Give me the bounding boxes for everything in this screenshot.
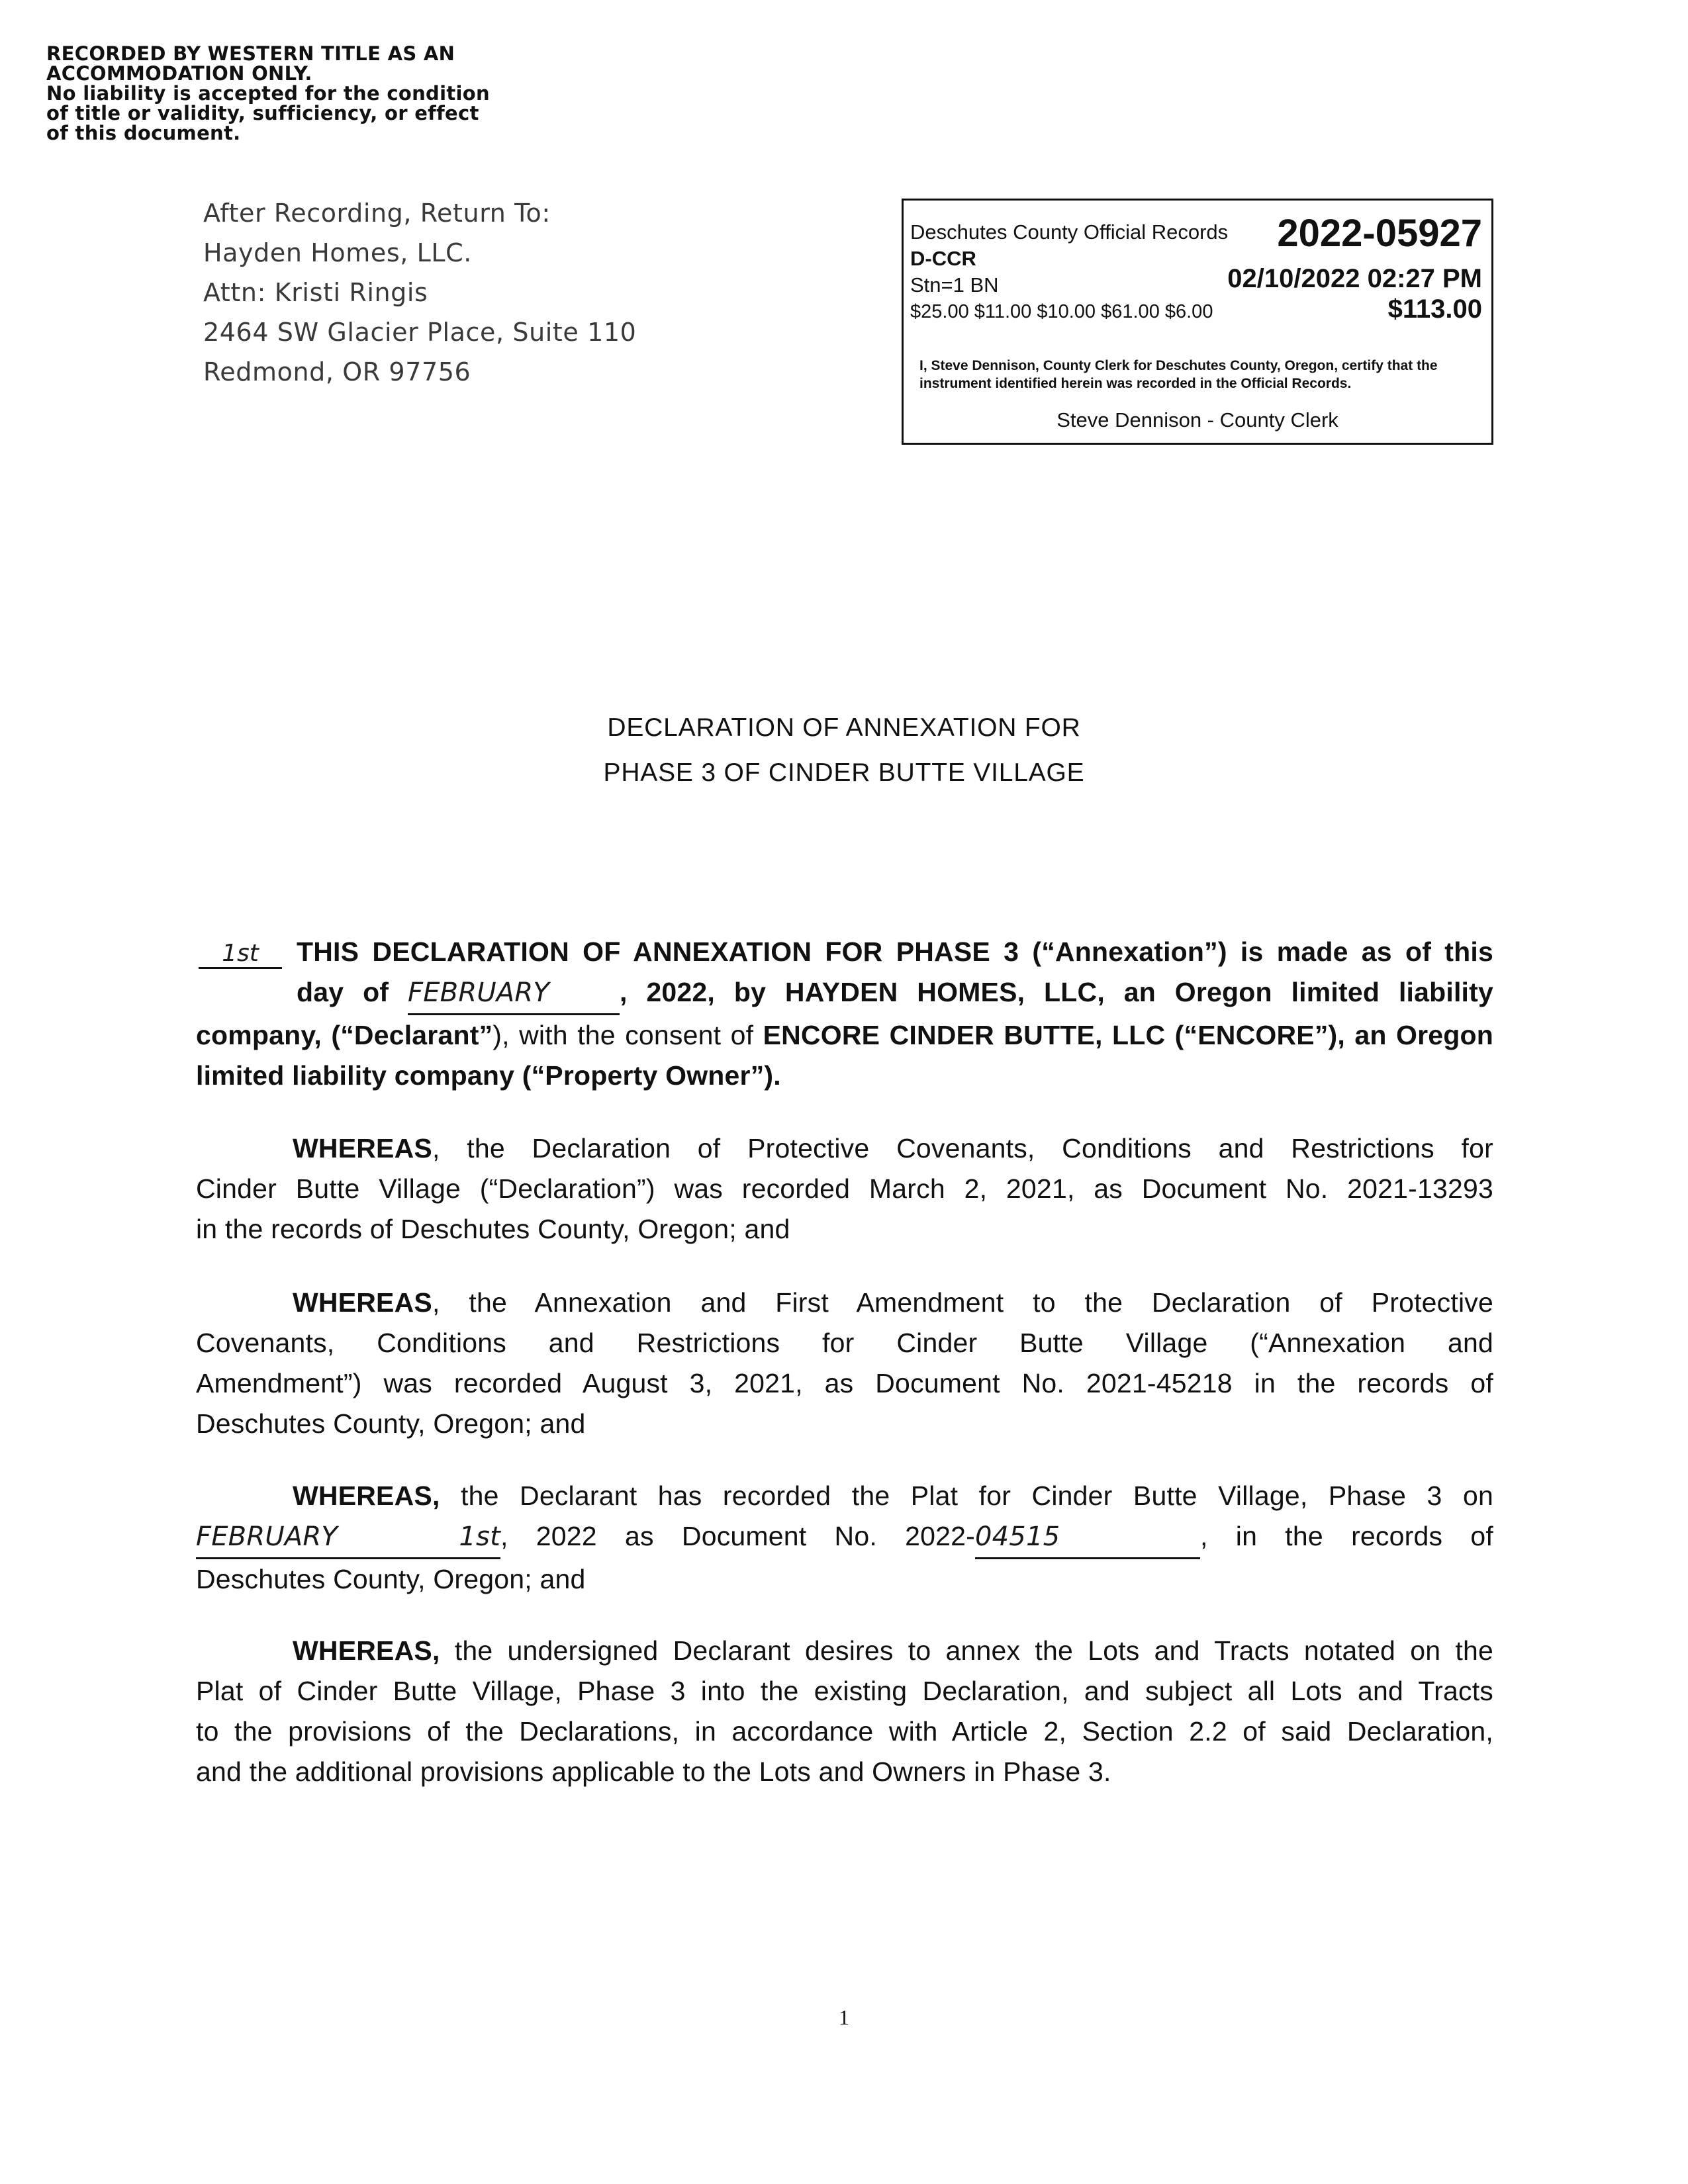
return-address-line: Hayden Homes, LLC.	[203, 238, 472, 267]
western-title-disclaimer	[46, 44, 576, 143]
whereas4-line-3: to the provisions of the Declarations, in accordance with Article 2, Section 2.2 of said Declaration,	[196, 1716, 1493, 1747]
stamp-fees: $25.00 $11.00 $10.00 $61.00 $6.00	[910, 301, 1213, 322]
whereas4-line-1: the undersigned Declarant desires to annex the Lots and Tracts notated on the	[440, 1635, 1493, 1666]
intro-line-1: THIS DECLARATION OF ANNEXATION FOR PHASE 3 (“Annexation”) is made as of this	[297, 936, 1493, 967]
stamp-datetime: 02/10/2022 02:27 PM	[1227, 264, 1482, 293]
paragraph-whereas-3	[196, 1476, 1493, 1600]
handwritten-plat-date: FEBRUARY 1st	[196, 1517, 500, 1559]
paragraph-whereas-2	[196, 1283, 1493, 1444]
return-address-line: 2464 SW Glacier Place, Suite 110	[203, 318, 637, 347]
whereas-lead: WHEREAS	[293, 1133, 432, 1163]
whereas3-records: , in the records of	[1200, 1521, 1493, 1551]
disclaimer-line: RECORDED BY WESTERN TITLE AS AN	[46, 42, 455, 65]
intro-line-2: , 2022, by HAYDEN HOMES, LLC, an Oregon limited liability	[620, 977, 1493, 1007]
intro-line-4: limited liability company (“Property Owner”).	[196, 1060, 781, 1091]
title-line-2: PHASE 3 OF CINDER BUTTE VILLAGE	[603, 758, 1085, 787]
whereas2-line-1: , the Annexation and First Amendment to the Declaration of Protective	[432, 1287, 1493, 1318]
stamp-station: Stn=1 BN	[910, 273, 999, 296]
whereas-lead: WHEREAS	[293, 1287, 432, 1318]
page-number: 1	[839, 2005, 849, 2029]
return-address-line: Attn: Kristi Ringis	[203, 278, 428, 307]
return-address-line: Redmond, OR 97756	[203, 357, 471, 387]
paragraph-whereas-1	[196, 1128, 1493, 1250]
whereas-lead: WHEREAS,	[293, 1480, 440, 1511]
stamp-signature: Steve Dennison - County Clerk	[1056, 408, 1338, 432]
title-line-1: DECLARATION OF ANNEXATION FOR	[607, 713, 1081, 742]
paragraph-whereas-4	[196, 1631, 1493, 1792]
document-title	[0, 705, 1688, 796]
handwritten-month: FEBRUARY	[408, 973, 620, 1015]
recording-stamp	[902, 199, 1493, 445]
disclaimer-line: No liability is accepted for the condition	[46, 82, 490, 105]
intro-company-lead: company, (	[196, 1020, 341, 1050]
whereas4-line-4: and the additional provisions applicable to the Lots and Owners in Phase 3.	[196, 1756, 1111, 1787]
whereas3-docno-lead: , 2022 as Document No. 2022-	[500, 1521, 975, 1551]
whereas3-line-3: Deschutes County, Oregon; and	[196, 1564, 586, 1594]
stamp-office: Deschutes County Official Records	[910, 220, 1229, 244]
whereas4-line-2: Plat of Cinder Butte Village, Phase 3 into the existing Declaration, and subject all Lots and Tracts	[196, 1676, 1493, 1706]
return-address-block	[203, 193, 667, 392]
stamp-code: D-CCR	[910, 247, 976, 270]
whereas2-line-4: Deschutes County, Oregon; and	[196, 1408, 586, 1439]
intro-consent: ), with the consent of	[492, 1020, 763, 1050]
intro-day-of: day of	[297, 977, 389, 1007]
intro-declarant: “Declarant”	[340, 1020, 493, 1050]
stamp-document-number: 2022-05927	[1277, 212, 1482, 255]
stamp-total: $113.00	[1387, 295, 1482, 324]
whereas3-line-1: the Declarant has recorded the Plat for Cinder Butte Village, Phase 3 on	[440, 1480, 1493, 1511]
whereas2-line-3: Amendment”) was recorded August 3, 2021, as Document No. 2021-45218 in the records of	[196, 1368, 1493, 1398]
handwritten-doc-number: 04515	[975, 1517, 1200, 1559]
handwritten-day: 1st	[199, 940, 282, 969]
whereas-lead: WHEREAS,	[293, 1635, 440, 1666]
disclaimer-line: of title or validity, sufficiency, or effect	[46, 102, 479, 124]
paragraph-intro	[196, 932, 1493, 1096]
return-address-line: After Recording, Return To:	[203, 199, 551, 228]
whereas1-line-2: Cinder Butte Village (“Declaration”) was recorded March 2, 2021, as Document No. 2021-13293	[196, 1173, 1493, 1204]
whereas1-line-3: in the records of Deschutes County, Oregon; and	[196, 1214, 790, 1244]
whereas1-line-1: , the Declaration of Protective Covenants, Conditions and Restrictions for	[432, 1133, 1493, 1163]
whereas2-line-2: Covenants, Conditions and Restrictions for Cinder Butte Village (“Annexation and	[196, 1328, 1493, 1358]
disclaimer-line: ACCOMMODATION ONLY.	[46, 62, 312, 85]
stamp-certification: I, Steve Dennison, County Clerk for Deschutes County, Oregon, certify that the instrument identified herein was recorded in the Official Records.	[919, 358, 1438, 391]
intro-encore: ENCORE CINDER BUTTE, LLC (“ENCORE”), an Oregon	[763, 1020, 1493, 1050]
disclaimer-line: of this document.	[46, 122, 241, 144]
